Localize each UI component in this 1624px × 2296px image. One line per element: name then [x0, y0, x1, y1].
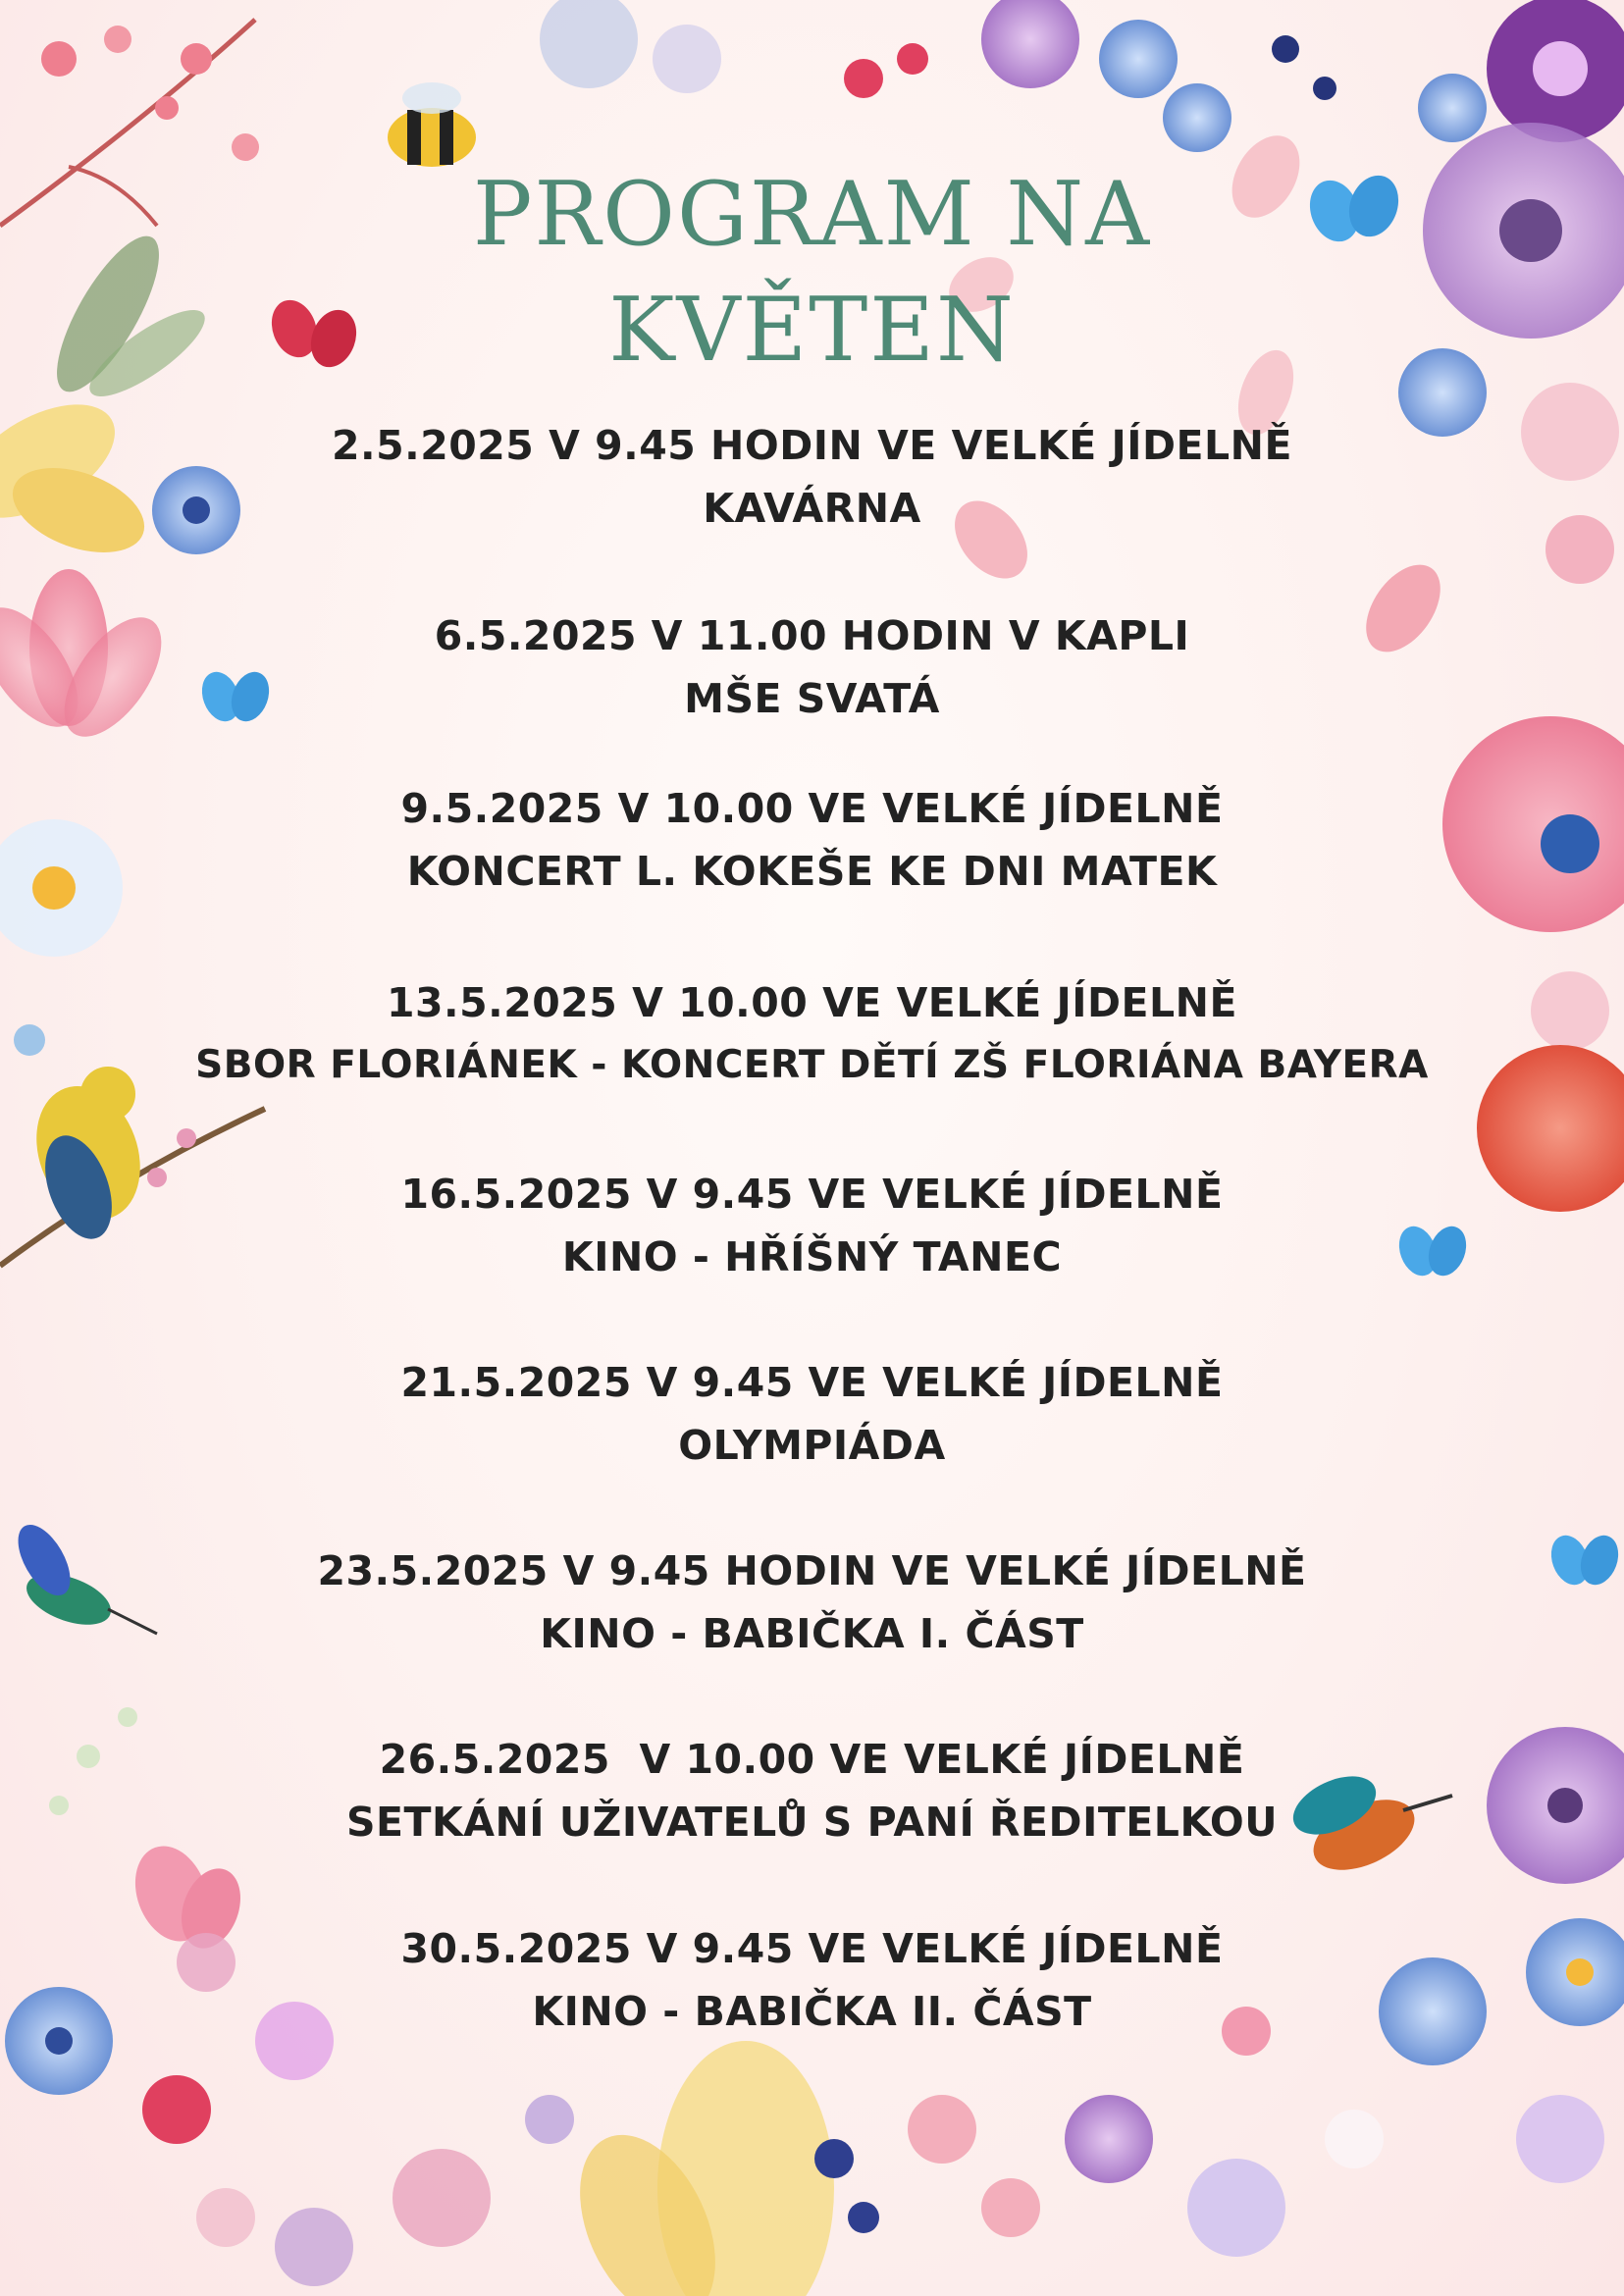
flower-icon [540, 0, 1336, 152]
event-item [0, 1351, 1624, 1477]
flower-icon [196, 2007, 1384, 2296]
page-title [0, 157, 1624, 389]
event-item [0, 777, 1624, 903]
event-title: MŠE SVATÁ [684, 675, 940, 722]
event-title: KINO - BABIČKA II. ČÁST [532, 1988, 1092, 2035]
event-item [0, 414, 1624, 540]
event-datetime: 16.5.2025 V 9.45 VE VELKÉ JÍDELNĚ [400, 1171, 1224, 1218]
event-datetime: 23.5.2025 V 9.45 HODIN VE VELKÉ JÍDELNĚ [317, 1547, 1307, 1594]
event-title: KAVÁRNA [703, 485, 921, 532]
event-item [0, 1539, 1624, 1665]
event-datetime: 9.5.2025 V 10.00 VE VELKÉ JÍDELNĚ [400, 785, 1224, 832]
event-datetime: 2.5.2025 V 9.45 HODIN VE VELKÉ JÍDELNĚ [332, 422, 1292, 469]
event-title: SETKÁNÍ UŽIVATELŮ S PANÍ ŘEDITELKOU [345, 1799, 1279, 1846]
event-title: OLYMPIÁDA [678, 1422, 946, 1469]
event-datetime: 6.5.2025 V 11.00 HODIN V KAPLI [434, 612, 1190, 659]
event-title: KONCERT L. KOKEŠE KE DNI MATEK [406, 848, 1218, 895]
event-title: KINO - BABIČKA I. ČÁST [540, 1610, 1084, 1657]
event-datetime: 21.5.2025 V 9.45 VE VELKÉ JÍDELNĚ [400, 1359, 1224, 1406]
event-item [0, 604, 1624, 730]
event-datetime: 26.5.2025 V 10.00 VE VELKÉ JÍDELNĚ [379, 1736, 1245, 1783]
title-line-1: PROGRAM NA [472, 163, 1152, 266]
event-item [0, 1163, 1624, 1288]
event-item [0, 971, 1624, 1097]
event-datetime: 13.5.2025 V 10.00 VE VELKÉ JÍDELNĚ [386, 979, 1237, 1026]
bumblebee-icon [388, 82, 476, 167]
event-title: KINO - HŘÍŠNÝ TANEC [561, 1233, 1063, 1280]
event-item [0, 1917, 1624, 2043]
event-datetime: 30.5.2025 V 9.45 VE VELKÉ JÍDELNĚ [400, 1925, 1224, 1972]
event-item [0, 1728, 1624, 1853]
title-line-2: KVĚTEN [608, 279, 1016, 382]
event-title: SBOR FLORIÁNEK - KONCERT DĚTÍ ZŠ FLORIÁNA BAYERA [195, 1043, 1429, 1087]
